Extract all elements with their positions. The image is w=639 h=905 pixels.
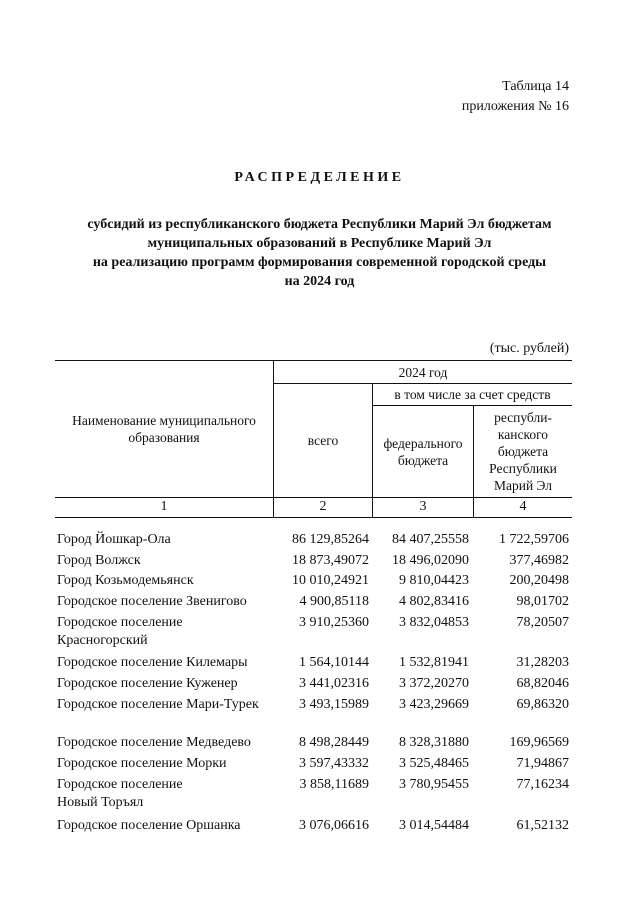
row-name: Город Волжск — [57, 553, 141, 568]
subtitle-line: субсидий из республиканского бюджета Республики Марий Эл бюджетам — [87, 217, 552, 232]
row-total: 3 076,06616 — [299, 818, 369, 833]
row-federal: 3 780,95455 — [399, 777, 469, 792]
row-federal: 8 328,31880 — [399, 735, 469, 750]
row-name: Городское поселение Медведево — [57, 735, 251, 750]
row-total: 3 858,11689 — [299, 777, 369, 792]
row-republic: 78,20507 — [516, 615, 569, 630]
row-republic: 377,46982 — [509, 553, 569, 568]
row-republic: 31,28203 — [516, 655, 569, 670]
document-title: РАСПРЕДЕЛЕНИЕ — [234, 170, 405, 185]
row-name: Городское поселение Мари-Турек — [57, 697, 259, 712]
row-total: 3 493,15989 — [299, 697, 369, 712]
row-total: 1 564,10144 — [299, 655, 369, 670]
header-bottom-border — [55, 497, 572, 498]
row-republic: 69,86320 — [516, 697, 569, 712]
row-republic: 200,20498 — [509, 573, 569, 588]
row-federal: 9 810,04423 — [399, 573, 469, 588]
row-federal: 1 532,81941 — [399, 655, 469, 670]
row-total: 4 900,85118 — [299, 594, 369, 609]
row-federal: 3 014,54484 — [399, 818, 469, 833]
header-republic: республи-канского бюджета Республики Марий Эл — [489, 410, 557, 493]
column-number: 3 — [419, 499, 427, 514]
row-name: Городское поселение Новый Торъял — [57, 777, 183, 810]
header-year: 2024 год — [398, 364, 448, 380]
row-total: 3 441,02316 — [299, 676, 369, 691]
row-name: Городское поселение Оршанка — [57, 818, 241, 833]
subtitle-line: муниципальных образований в Республике Марий Эл — [147, 236, 492, 251]
row-name: Городское поселение Куженер — [57, 676, 238, 691]
header-including: в том числе за счет средств — [394, 387, 551, 402]
row-federal: 3 423,29669 — [399, 697, 469, 712]
row-name: Город Козьмодемьянск — [57, 573, 194, 588]
header-federal: федерального бюджета — [383, 435, 463, 468]
header-name: Наименование муниципального образования — [72, 413, 256, 445]
header-total: всего — [307, 433, 339, 448]
row-total: 8 498,28449 — [299, 735, 369, 750]
row-republic: 77,16234 — [516, 777, 569, 792]
row-republic: 61,52132 — [516, 818, 569, 833]
row-name: Городское поселение Звенигово — [57, 594, 247, 609]
row-republic: 169,96569 — [509, 735, 569, 750]
row-total: 3 910,25360 — [299, 615, 369, 630]
row-federal: 4 802,83416 — [399, 594, 469, 609]
row-total: 18 873,49072 — [292, 553, 369, 568]
appendix-reference: приложения № 16 — [461, 99, 569, 114]
table-reference: Таблица 14 — [502, 79, 569, 94]
row-federal: 18 496,02090 — [392, 553, 469, 568]
row-name: Городское поселение Красногорский — [57, 615, 183, 648]
row-republic: 71,94867 — [516, 756, 569, 771]
document-subtitle — [40, 215, 599, 291]
row-republic: 1 722,59706 — [499, 532, 569, 547]
row-republic: 68,82046 — [516, 676, 569, 691]
column-number: 4 — [519, 499, 527, 514]
units-label: (тыс. рублей) — [489, 341, 569, 356]
row-federal: 3 832,04853 — [399, 615, 469, 630]
colnum-bottom-border — [55, 517, 572, 518]
column-number: 2 — [319, 499, 327, 514]
subtitle-line: на 2024 год — [284, 274, 355, 289]
row-name: Городское поселение Килемары — [57, 655, 248, 670]
row-name: Город Йошкар-Ола — [57, 532, 171, 547]
row-republic: 98,01702 — [516, 594, 569, 609]
row-total: 86 129,85264 — [292, 532, 369, 547]
row-federal: 84 407,25558 — [392, 532, 469, 547]
row-name: Городское поселение Морки — [57, 756, 227, 771]
row-total: 10 010,24921 — [292, 573, 369, 588]
row-federal: 3 372,20270 — [399, 676, 469, 691]
row-total: 3 597,43332 — [299, 756, 369, 771]
subtitle-line: на реализацию программ формирования современной городской среды — [92, 255, 547, 270]
column-number: 1 — [160, 499, 168, 514]
row-federal: 3 525,48465 — [399, 756, 469, 771]
